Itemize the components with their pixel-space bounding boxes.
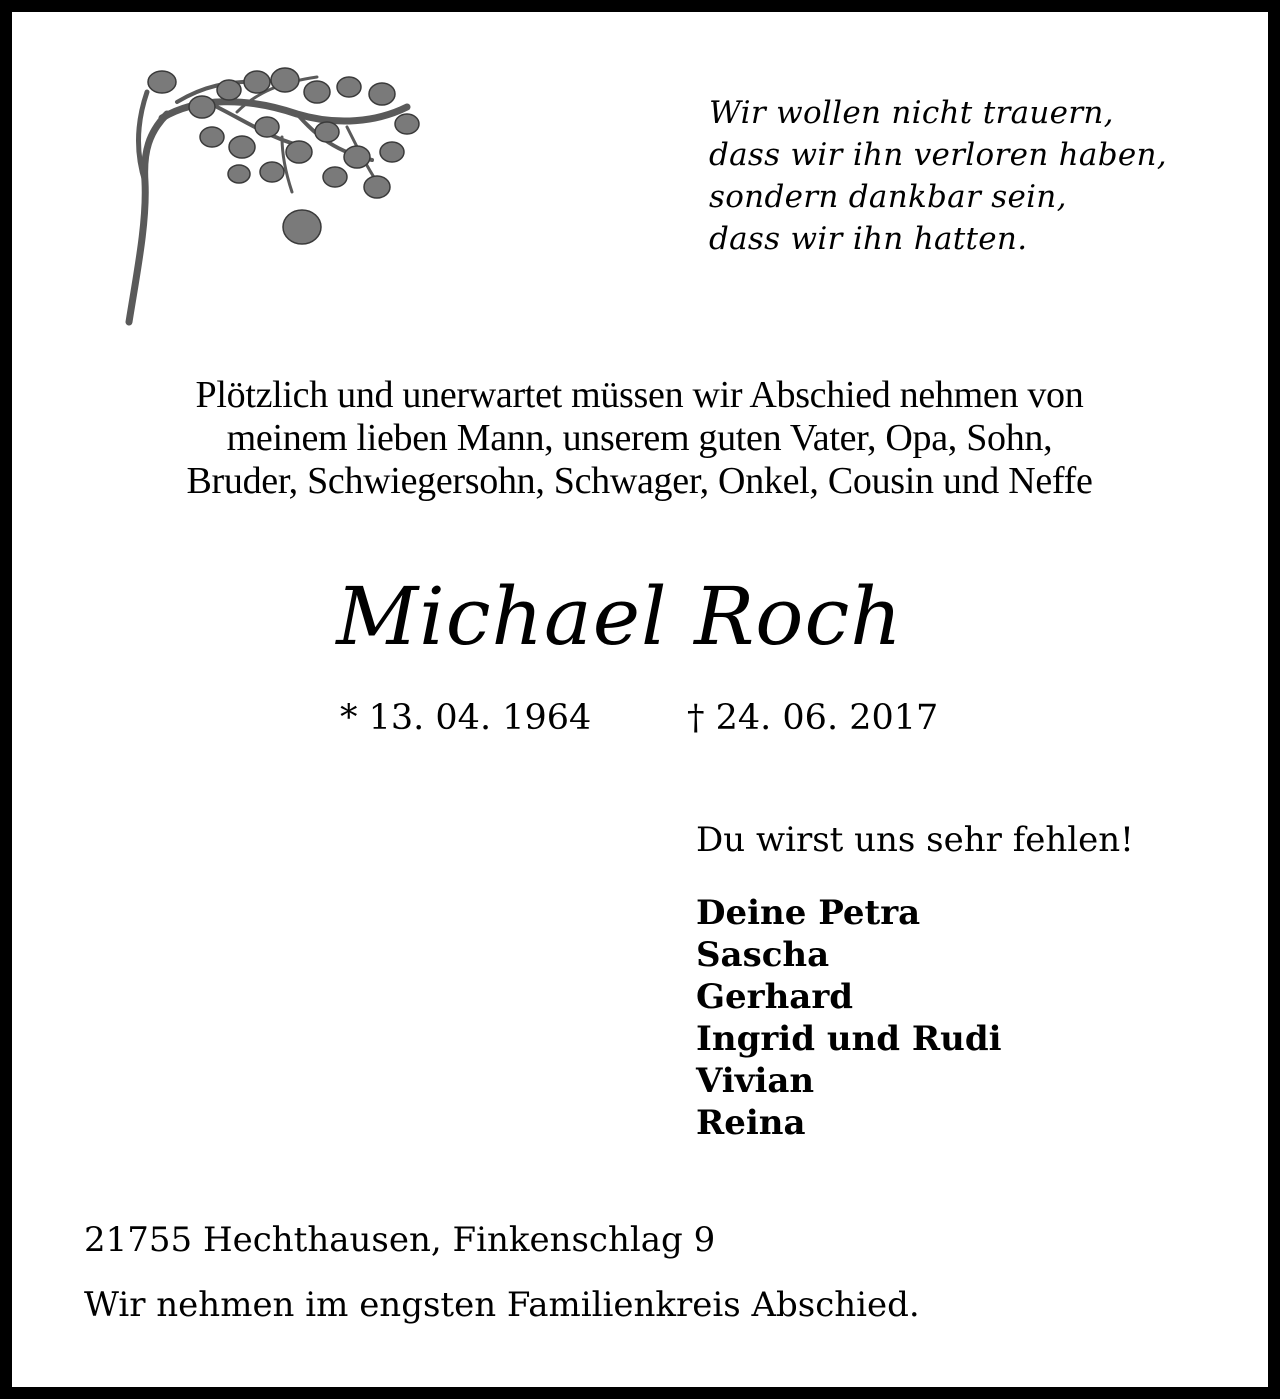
mourners-list	[696, 892, 1002, 1144]
birth-date: * 13. 04. 1964	[340, 698, 592, 738]
obituary-notice	[12, 12, 1268, 1387]
funeral-note: Wir nehmen im engsten Familienkreis Abschied.	[84, 1285, 920, 1325]
mourner-name: Sascha	[696, 935, 830, 975]
announcement-line: Plötzlich und unerwartet müssen wir Abschied nehmen von	[195, 374, 1084, 416]
mourner-name: Ingrid und Rudi	[696, 1019, 1002, 1059]
address: 21755 Hechthausen, Finkenschlag 9	[84, 1220, 716, 1260]
poem-line: dass wir ihn hatten.	[709, 221, 1028, 257]
poem-line: sondern dankbar sein,	[709, 179, 1067, 215]
poem-line: Wir wollen nicht trauern,	[709, 95, 1114, 131]
poem-line: dass wir ihn verloren haben,	[709, 137, 1167, 173]
mourner-name: Gerhard	[696, 977, 854, 1017]
mourner-name: Vivian	[696, 1061, 815, 1101]
branch-with-leaves-icon	[107, 52, 427, 352]
announcement-line: meinem lieben Mann, unserem guten Vater, Opa, Sohn,	[226, 417, 1053, 459]
mourner-name: Reina	[696, 1103, 806, 1143]
deceased-name: Michael Roch	[336, 570, 903, 663]
mourner-name: Deine Petra	[696, 893, 921, 933]
announcement-line: Bruder, Schwiegersohn, Schwager, Onkel, Cousin und Neffe	[186, 460, 1093, 502]
announcement-text	[52, 374, 1227, 503]
poem	[709, 92, 1249, 260]
death-date: † 24. 06. 2017	[687, 698, 939, 738]
farewell-message: Du wirst uns sehr fehlen!	[696, 820, 1134, 860]
